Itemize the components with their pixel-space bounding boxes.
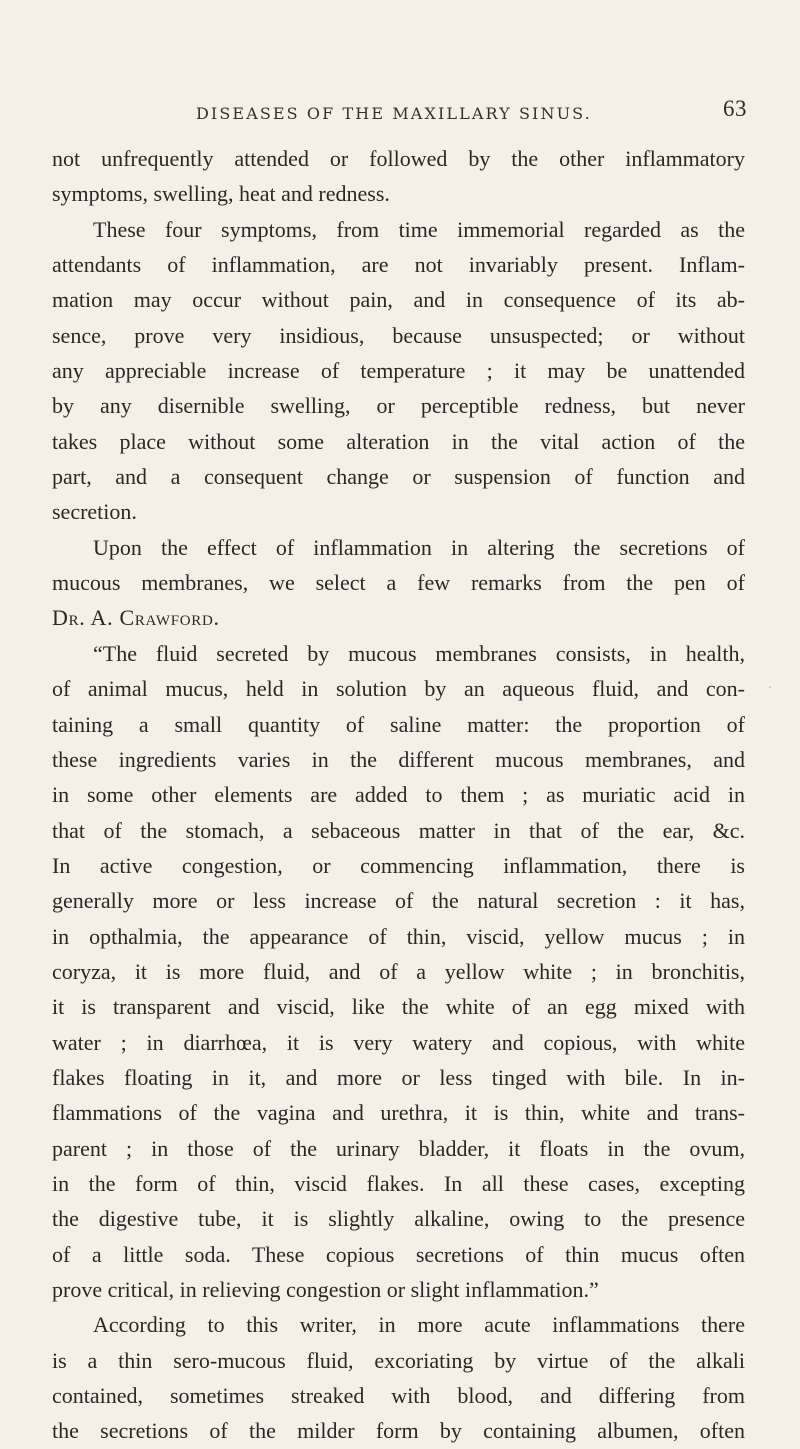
text-line: takes place without some alteration in the vital action of the: [52, 428, 745, 454]
body-text: [52, 141, 745, 1449]
text-line: not unfrequently attended or followed by the other inflammatory: [52, 146, 745, 171]
text-line: is a thin sero-mucous fluid, excoriating by virtue of the alkali: [52, 1347, 745, 1373]
paper-speck: [769, 686, 771, 688]
running-title: DISEASES OF THE MAXILLARY SINUS.: [196, 104, 592, 123]
paragraph-first-line: Upon the effect of inflammation in altering the secretions of: [93, 534, 745, 560]
text-line: by any disernible swelling, or perceptible redness, but never: [52, 393, 745, 419]
text-line: in opthalmia, the appearance of thin, viscid, yellow mucus ; in: [52, 923, 745, 949]
text-line: generally more or less increase of the natural secretion : it has,: [52, 888, 745, 914]
running-header: [50, 98, 750, 132]
text-line: these ingredients varies in the different mucous membranes, and: [52, 746, 745, 772]
paragraph-first-line: According to this writer, in more acute inflammations there: [93, 1312, 745, 1338]
quotation-first-line: “The fluid secreted by mucous membranes consists, in health,: [93, 640, 745, 666]
text-line: attendants of inflammation, are not invariably present. Inflam-: [52, 252, 745, 278]
text-line: sence, prove very insidious, because unsuspected; or without: [52, 322, 745, 348]
text-line: symptoms, swelling, heat and redness.: [52, 181, 390, 207]
text-line: secretion.: [52, 499, 137, 525]
text-line: water ; in diarrhœa, it is very watery and copious, with white: [52, 1029, 745, 1055]
text-line: parent ; in those of the urinary bladder, it floats in the ovum,: [52, 1135, 745, 1161]
text-line: in some other elements are added to them ; as muriatic acid in: [52, 782, 745, 808]
text-line: the secretions of the milder form by containing albumen, often: [52, 1418, 745, 1444]
page-number: 63: [723, 96, 747, 121]
text-line: flakes floating in it, and more or less tinged with bile. In in-: [52, 1064, 745, 1090]
text-line: In active congestion, or commencing inflammation, there is: [52, 852, 745, 878]
text-line: mation may occur without pain, and in consequence of its ab-: [52, 287, 745, 313]
text-line: any appreciable increase of temperature ; it may be unattended: [52, 358, 745, 384]
author-reference-line: Dr. A. Crawford.: [52, 605, 220, 631]
text-line: taining a small quantity of saline matter: the proportion of: [52, 711, 745, 737]
text-line: of animal mucus, held in solution by an aqueous fluid, and con-: [52, 676, 745, 702]
text-line: in the form of thin, viscid flakes. In all these cases, excepting: [52, 1170, 745, 1196]
paper-speck: [431, 1332, 433, 1334]
text-line: contained, sometimes streaked with blood, and differing from: [52, 1383, 745, 1409]
text-line: it is transparent and viscid, like the white of an egg mixed with: [52, 994, 745, 1020]
paper-speck: [662, 475, 664, 477]
text-line: the digestive tube, it is slightly alkaline, owing to the presence: [52, 1206, 745, 1232]
paragraph-first-line: These four symptoms, from time immemorial regarded as the: [93, 216, 745, 242]
text-line: part, and a consequent change or suspension of function and: [52, 464, 745, 490]
text-line: of a little soda. These copious secretions of thin mucus often: [52, 1241, 745, 1267]
text-line: flammations of the vagina and urethra, it is thin, white and trans-: [52, 1100, 745, 1126]
text-line: coryza, it is more fluid, and of a yellow white ; in bronchitis,: [52, 958, 745, 984]
quotation-last-line: prove critical, in relieving congestion or slight inflammation.”: [52, 1277, 599, 1302]
text-line: that of the stomach, a sebaceous matter in that of the ear, &c.: [52, 817, 745, 843]
text-line: mucous membranes, we select a few remarks from the pen of: [52, 570, 745, 596]
